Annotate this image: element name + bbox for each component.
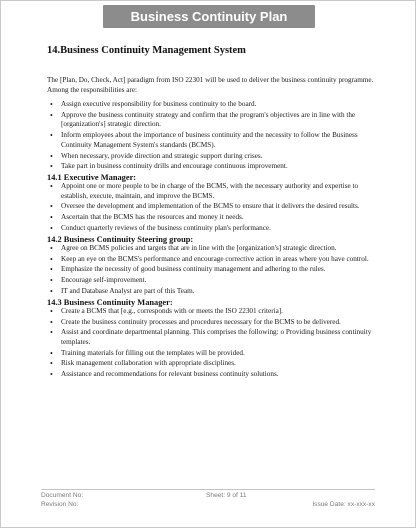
- list-item: [50, 213, 377, 223]
- list-item-text: Risk management collaboration with appropriate disciplines.: [61, 359, 236, 368]
- section-list: [47, 100, 377, 172]
- list-item: [50, 276, 377, 286]
- bullet-icon: •: [50, 110, 53, 120]
- list-item-text: Create the business continuity processes and procedures necessary for the BCMS to be delivered.: [61, 317, 341, 326]
- list-item-text: Assign executive responsibility for business continuity to the board.: [61, 100, 257, 108]
- page-footer: [41, 489, 375, 508]
- list-item: [50, 182, 377, 201]
- list-item-text: Oversee the development and implementation of the BCMS to ensure that it delivers the desired results.: [61, 202, 360, 211]
- footer-document-no: Document No:: [41, 492, 84, 499]
- list-item: [50, 243, 377, 254]
- footer-revision-no: Revision No:: [41, 501, 79, 508]
- bullet-icon: •: [50, 131, 53, 141]
- bullet-icon: •: [50, 100, 53, 109]
- bullet-icon: •: [50, 286, 53, 296]
- list-item: [50, 286, 377, 297]
- subsection-heading-executive-manager: 14.1 Executive Manager:: [47, 173, 137, 183]
- bullet-icon: •: [50, 276, 53, 286]
- bullet-icon: •: [50, 182, 53, 192]
- list-item: [50, 254, 377, 265]
- executive-manager-list: [47, 182, 377, 234]
- list-item: [50, 317, 377, 328]
- list-item-text: IT and Database Analyst are part of this Team.: [61, 286, 195, 295]
- bullet-icon: •: [50, 317, 53, 327]
- list-item-text: Assist and coordinate departmental planning. This comprises the following: o Providing business continuity templates.: [61, 328, 372, 346]
- list-item-text: Approve the business continuity strategy and confirm that the program's objectives are in line with the [organization's] strategic direction.: [61, 110, 356, 129]
- bullet-icon: •: [50, 370, 53, 380]
- list-item: [50, 370, 377, 380]
- list-item: [50, 110, 377, 130]
- bullet-icon: •: [50, 328, 53, 338]
- list-item-text: Keep an eye on the BCMS's performance and encourage corrective action in areas where you have control.: [61, 254, 369, 263]
- list-item-text: Ascertain that the BCMS has the resources and money it needs.: [61, 213, 244, 222]
- list-item-text: Training materials for filling out the templates will be provided.: [61, 348, 245, 357]
- document-body: [47, 45, 377, 381]
- bullet-icon: •: [50, 213, 53, 223]
- list-item: [50, 151, 377, 162]
- bullet-icon: •: [50, 254, 53, 264]
- list-item: [50, 162, 377, 172]
- bullet-icon: •: [50, 265, 53, 275]
- subsection-heading-steering-group: 14.2 Business Continuity Steering group:: [47, 234, 194, 244]
- list-item-text: Appoint one or more people to be in charge of the BCMS, with the necessary authority and expertise to establish, execute, maintain, and improve the BCMS.: [61, 182, 359, 200]
- list-item: [50, 224, 377, 234]
- list-item-text: Emphasize the necessity of good business continuity management and adhering to the rules.: [61, 265, 326, 274]
- list-item-text: When necessary, provide direction and strategic support during crises.: [61, 151, 263, 160]
- list-item: [50, 359, 377, 369]
- continuity-manager-list: [47, 307, 377, 380]
- subsection-heading-continuity-manager: 14.3 Business Continuity Manager:: [47, 297, 173, 307]
- bullet-icon: •: [50, 202, 53, 212]
- bullet-icon: •: [50, 224, 53, 234]
- list-item: [50, 131, 377, 150]
- list-item: [50, 306, 377, 317]
- section-heading: 14.Business Continuity Management System: [47, 45, 246, 56]
- document-title: Business Continuity Plan: [103, 5, 315, 28]
- bullet-icon: •: [50, 243, 53, 253]
- steering-group-list: [47, 244, 377, 297]
- bullet-icon: •: [50, 348, 53, 358]
- footer-sheet: Sheet: 9 of 11: [206, 492, 247, 499]
- list-item: [50, 265, 377, 275]
- bullet-icon: •: [50, 162, 53, 172]
- list-item-text: Inform employees about the importance of business continuity and the necessity to follow the Business Continuity Management System's standards (BCMS).: [61, 131, 358, 149]
- list-item-text: Encourage self-improvement.: [61, 276, 147, 285]
- list-item-text: Agree on BCMS policies and targets that are in line with the [organization's] strategic direction.: [61, 243, 337, 252]
- section-intro: The [Plan, Do, Check, Act] paradigm from ISO 22301 will be used to deliver the business continuity programme. Among the responsibilities are:: [47, 76, 374, 94]
- bullet-icon: •: [50, 151, 53, 161]
- list-item: [50, 202, 377, 212]
- list-item: [50, 348, 377, 359]
- list-item-text: Conduct quarterly reviews of the business continuity plan's performance.: [61, 224, 271, 233]
- bullet-icon: •: [50, 359, 53, 369]
- bullet-icon: •: [50, 306, 53, 316]
- list-item-text: Assistance and recommendations for relevant business continuity solutions.: [61, 370, 279, 379]
- list-item: [50, 328, 377, 347]
- list-item-text: Create a BCMS that [e.g., corresponds with or meets the ISO 22301 criteria].: [61, 306, 283, 315]
- list-item: [50, 100, 377, 110]
- footer-issue-date: Issue Date: xx-xxx-xx: [312, 501, 375, 508]
- list-item-text: Take part in business continuity drills and encourage continuous improvement.: [61, 162, 288, 171]
